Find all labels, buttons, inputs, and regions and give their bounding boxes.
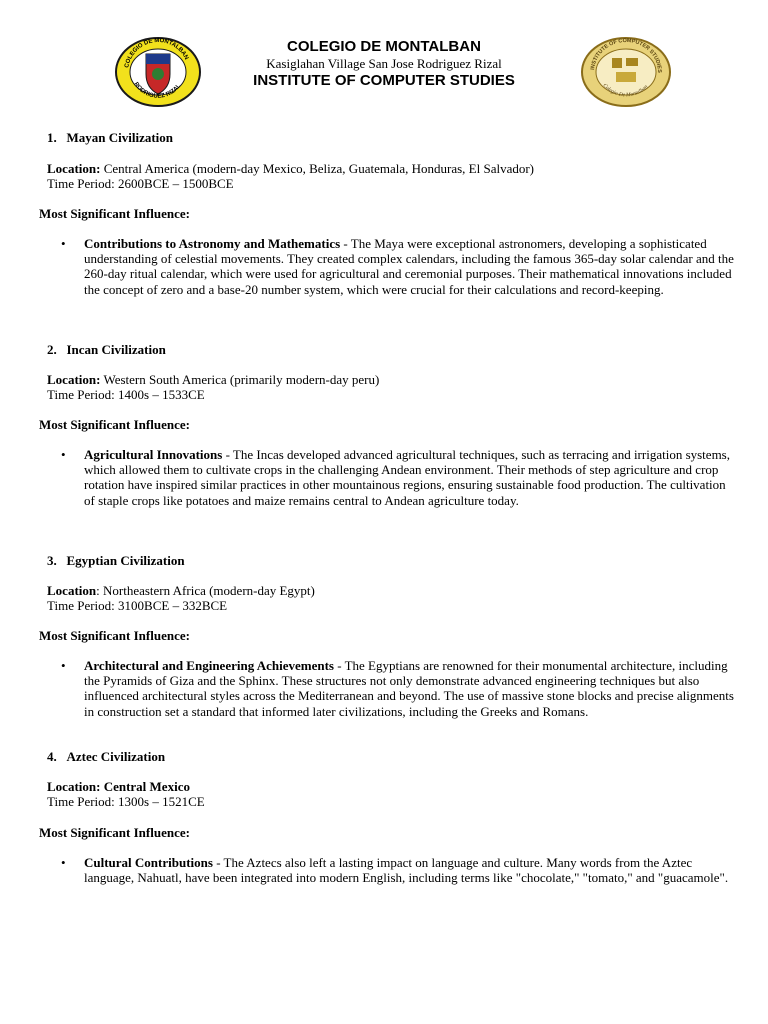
influence-text: - The Incas developed advanced agricultural techniques, such as terracing and irrigation systems, which allowed them to cultivate crops in the challenging Andean environment. Their methods of step agriculture and crop rotation have inspired similar practices in other mountainous regions, ensuring sustainable food production. The cultivation of staple crops like potatoes and maize remains central to Andean agriculture today.	[84, 447, 730, 508]
bullet-icon: •	[61, 855, 66, 870]
left-seal-bottom-text: RODRIGUEZ RIZAL	[132, 81, 183, 100]
location-line	[47, 372, 379, 387]
school-name: COLEGIO DE MONTALBAN	[287, 38, 481, 55]
influence-title: Agricultural Innovations	[84, 447, 223, 462]
location-line	[47, 583, 315, 598]
bullet-icon: •	[61, 658, 66, 673]
location-label: Location	[47, 583, 97, 598]
influence-heading: Most Significant Influence:	[39, 825, 190, 840]
time-label: Time Period:	[47, 598, 115, 613]
section-title: Mayan Civilization	[66, 130, 174, 145]
time-label: Time Period:	[47, 794, 115, 809]
influence-text: - The Maya were exceptional astronomers, developing a sophisticated understanding of celestial movements. They created complex calendars, including the famous 365-day solar calendar and the 260-day ritual calendar, which were used for agricultural and ceremonial purposes. Their mathematical innovations included the concept of zero and a base-20 number system, which were crucial for their calculations and record-keeping.	[84, 236, 734, 297]
influence-text: - The Egyptians are renowned for their monumental architecture, including the Pyramids of Giza and the Sphinx. These structures not only demonstrate advanced engineering techniques but also influenced architectural styles across the Mediterranean and beyond. The use of massive stone blocks and precise alignments in construction set a standard that informed later civilizations, including the Greeks and Romans.	[84, 658, 734, 719]
influence-title: Contributions to Astronomy and Mathematics	[84, 236, 341, 251]
location-value: Western South America (primarily modern-day peru)	[100, 372, 380, 387]
time-period-line	[47, 794, 205, 809]
influence-heading: Most Significant Influence:	[39, 417, 190, 432]
section-title: Aztec Civilization	[66, 749, 166, 764]
location-label: Location: Central Mexico	[47, 779, 190, 794]
section-title: Incan Civilization	[66, 342, 166, 357]
header-text	[200, 38, 568, 90]
time-period-line	[47, 598, 227, 613]
section-title: Egyptian Civilization	[66, 553, 185, 568]
school-address: Kasiglahan Village San Jose Rodriguez Rizal	[266, 56, 502, 71]
institute-name: INSTITUTE OF COMPUTER STUDIES	[253, 72, 515, 89]
institute-of-computer-studies-seal	[580, 36, 672, 108]
colegio-de-montalban-seal	[114, 36, 202, 108]
bullet-icon: •	[61, 447, 66, 462]
time-period-line	[47, 387, 205, 402]
document-header	[0, 0, 768, 120]
influence-paragraph	[84, 855, 734, 885]
time-value: 2600BCE – 1500BCE	[114, 176, 234, 191]
section-heading	[47, 553, 185, 568]
section-heading	[47, 342, 166, 357]
time-label: Time Period:	[47, 387, 115, 402]
location-line	[47, 779, 190, 794]
influence-text: - The Aztecs also left a lasting impact on language and culture. Many words from the Aztec language, Nahuatl, have been integrated into modern English, including terms like "chocolate," "tomato," and "guacamole".	[84, 855, 729, 886]
influence-title: Architectural and Engineering Achievements	[84, 658, 334, 673]
section-number: 3.	[47, 553, 57, 568]
location-value: Central America (modern-day Mexico, Beliza, Guatemala, Honduras, El Salvador)	[100, 161, 534, 176]
location-label: Location:	[47, 161, 101, 176]
location-value: : Northeastern Africa (modern-day Egypt)	[96, 583, 315, 598]
time-period-line	[47, 176, 234, 191]
influence-title: Cultural Contributions	[84, 855, 213, 870]
bullet-icon: •	[61, 236, 66, 251]
section-number: 1.	[47, 130, 57, 145]
time-value: 3100BCE – 332BCE	[114, 598, 228, 613]
left-seal-top-text: COLEGIO DE MONTALBAN	[124, 37, 190, 69]
section-heading	[47, 749, 165, 764]
influence-paragraph	[84, 658, 734, 719]
section-number: 4.	[47, 749, 57, 764]
influence-heading: Most Significant Influence:	[39, 206, 190, 221]
influence-heading: Most Significant Influence:	[39, 628, 190, 643]
right-seal-top-text: INSTITUTE OF COMPUTER STUDIES	[590, 37, 663, 74]
time-value: 1300s – 1521CE	[114, 794, 205, 809]
location-label: Location:	[47, 372, 101, 387]
time-label: Time Period:	[47, 176, 115, 191]
right-seal-bottom-text: Colegio De Montalban	[601, 82, 650, 99]
section-heading	[47, 130, 173, 145]
time-value: 1400s – 1533CE	[114, 387, 205, 402]
location-line	[47, 161, 534, 176]
influence-paragraph	[84, 447, 734, 508]
section-number: 2.	[47, 342, 57, 357]
influence-paragraph	[84, 236, 734, 297]
